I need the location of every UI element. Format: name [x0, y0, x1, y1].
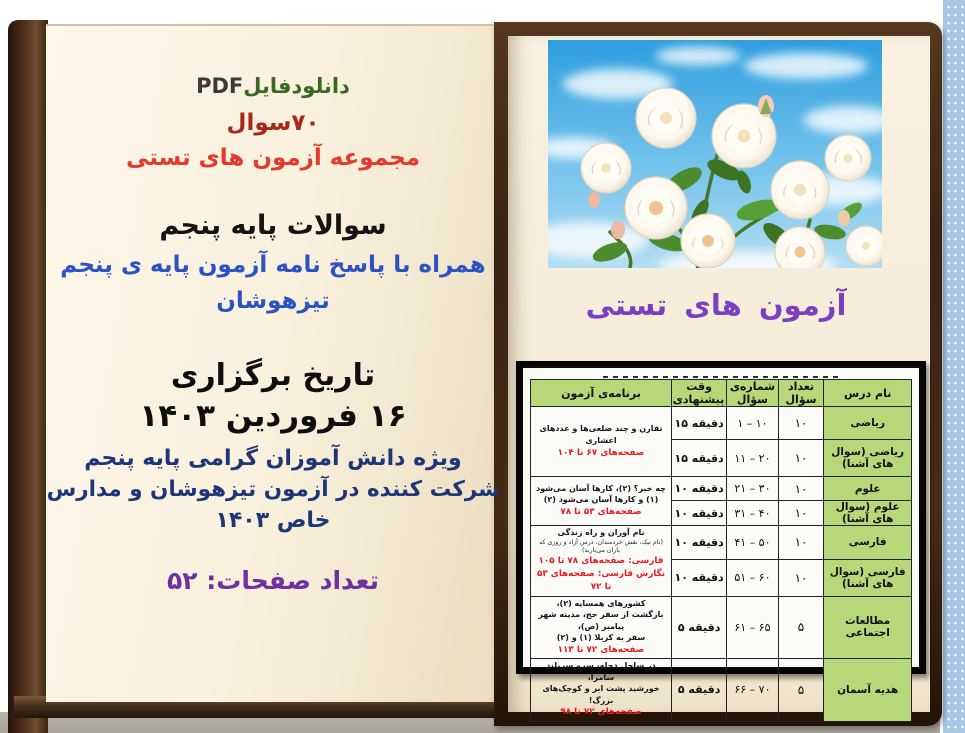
header-count: تعداد سؤال [778, 380, 824, 407]
audience-line3: خاص ۱۴۰۳ [215, 508, 331, 533]
question-range: ۴۱ – ۵۰ [727, 526, 778, 560]
collection-title: مجموعه آزمون های تستی [125, 145, 421, 171]
suggested-time: ۵ دقیقه [672, 596, 727, 659]
program-topic: در ساحل دجله، سرو سربلند سامرا، [546, 661, 656, 682]
suggested-time: ۱۵ دقیقه [672, 440, 727, 477]
program-pages: صفحه‌های ۶۷ تا ۱۰۴ [557, 447, 645, 458]
suggested-time: ۱۰ دقیقه [672, 501, 727, 526]
program-topic: کشورهای همسایه (۲)، [556, 598, 646, 608]
header-program: برنامه‌ی آزمون [531, 380, 672, 407]
program-pages: فارسی: صفحه‌های ۷۸ تا ۱۰۵ [538, 555, 664, 566]
date-heading: تاریخ برگزاری [170, 358, 376, 393]
program-cell [531, 526, 672, 597]
schedule-table-frame [516, 361, 926, 718]
suggested-time: ۱۵ دقیقه [672, 407, 727, 440]
program-topic: تقارن و چند ضلعی‌ها و عددهای اعشاری [539, 424, 663, 445]
audience-line1: ویژه دانش آموزان گرامی پایه پنجم [84, 446, 462, 471]
dotted-side-strip [940, 0, 965, 733]
download-file-fa: دانلودفایل [243, 74, 350, 98]
lesson-name: ریاضی (سوال های آشنا) [824, 440, 912, 477]
program-topic-2: خورشید پشت ابر و کوچک‌های بزرگ! [542, 684, 660, 705]
question-range: ۵۱ – ۶۰ [727, 559, 778, 596]
program-pages-2: نگارش فارسی: صفحه‌های ۵۳ تا ۷۲ [536, 569, 666, 593]
schedule-table-inner [521, 366, 921, 718]
clipped-table-title [603, 372, 840, 378]
program-pages: صفحه‌های ۷۲ تا ۹۸ [560, 707, 642, 718]
exam-schedule-table [530, 379, 912, 722]
white-roses-photo [548, 40, 882, 268]
program-cell [531, 596, 672, 659]
table-row [531, 477, 912, 501]
table-row [531, 526, 912, 560]
header-time: وقت پیشنهادی [672, 380, 727, 407]
header-lesson: نام درس [824, 380, 912, 407]
suggested-time: ۵ دقیقه [672, 659, 727, 722]
date-value: ۱۶ فروردین ۱۴۰۳ [139, 398, 407, 434]
grade-title: سوالات پایه پنجم [159, 210, 387, 241]
question-count: ۵ [778, 659, 824, 722]
lesson-name: هدیه آسمان [824, 659, 912, 722]
program-topic: چه خبر؟ (۲)، کارها آسان می‌شود (۱) و کارها آسان می‌شود (۲) [536, 483, 666, 505]
answer-note-line1: همراه با پاسخ نامه آزمون پایه ی پنجم [60, 252, 486, 278]
program-pages: صفحه‌های ۷۲ تا ۱۱۳ [557, 644, 645, 655]
question-range: ۳۱ – ۴۰ [727, 501, 778, 526]
question-count: ۱۰ [778, 501, 824, 526]
lesson-name: علوم (سوال های آشنا) [824, 501, 912, 526]
question-range: ۶۱ – ۶۵ [727, 596, 778, 659]
table-row [531, 407, 912, 440]
table-row [531, 659, 912, 722]
audience-line2: شرکت کننده در آزمون تیزهوشان و مدارس [46, 477, 500, 502]
program-topic-2: بازگشت از سفر حج، مدینه شهر پیامبر (ص)، [538, 610, 664, 631]
question-count: ۱۰ [778, 477, 824, 501]
program-cell [531, 407, 672, 477]
question-range: ۲۱ – ۳۰ [727, 477, 778, 501]
program-topic: نام آوران و راه زندگی [557, 528, 645, 537]
table-header-row [531, 380, 912, 407]
table-row [531, 596, 912, 659]
exam-collection-title: آزمون های تستی [585, 288, 847, 322]
program-subtopic: (نام نیک، نقش خردمندان، درس آزاد و روزی که باران می‌بارید) [539, 538, 663, 554]
pdf-label: PDF [196, 74, 244, 98]
question-count: ۵ [778, 596, 824, 659]
program-topic-3: سفر به کربلا (۱) و (۲) [556, 633, 646, 643]
lesson-name: فارسی (سوال های آشنا) [824, 559, 912, 596]
suggested-time: ۱۰ دقیقه [672, 526, 727, 560]
answer-note-line2: تیزهوشان [216, 288, 330, 314]
header-number: شماره‌ی سؤال [727, 380, 778, 407]
program-cell [531, 477, 672, 526]
book-spine [8, 20, 48, 733]
left-page-text [46, 24, 500, 700]
question-range: ۱۱ – ۲۰ [727, 440, 778, 477]
question-range: ۶۶ – ۷۰ [727, 659, 778, 722]
download-file-label [46, 74, 500, 98]
question-count: ۱۰ [778, 440, 824, 477]
question-count: ۱۰ [778, 526, 824, 560]
question-count-label: ۷۰سوال [226, 110, 320, 136]
question-count: ۱۰ [778, 559, 824, 596]
page-count-label: تعداد صفحات: ۵۲ [167, 566, 379, 595]
question-count: ۱۰ [778, 407, 824, 440]
lesson-name: مطالعات اجتماعی [824, 596, 912, 659]
suggested-time: ۱۰ دقیقه [672, 477, 727, 501]
program-cell [531, 659, 672, 722]
question-range: ۱ – ۱۰ [727, 407, 778, 440]
lesson-name: فارسی [824, 526, 912, 560]
suggested-time: ۱۰ دقیقه [672, 559, 727, 596]
program-pages: صفحه‌های ۵۳ تا ۷۸ [560, 507, 642, 517]
lesson-name: ریاضی [824, 407, 912, 440]
lesson-name: علوم [824, 477, 912, 501]
